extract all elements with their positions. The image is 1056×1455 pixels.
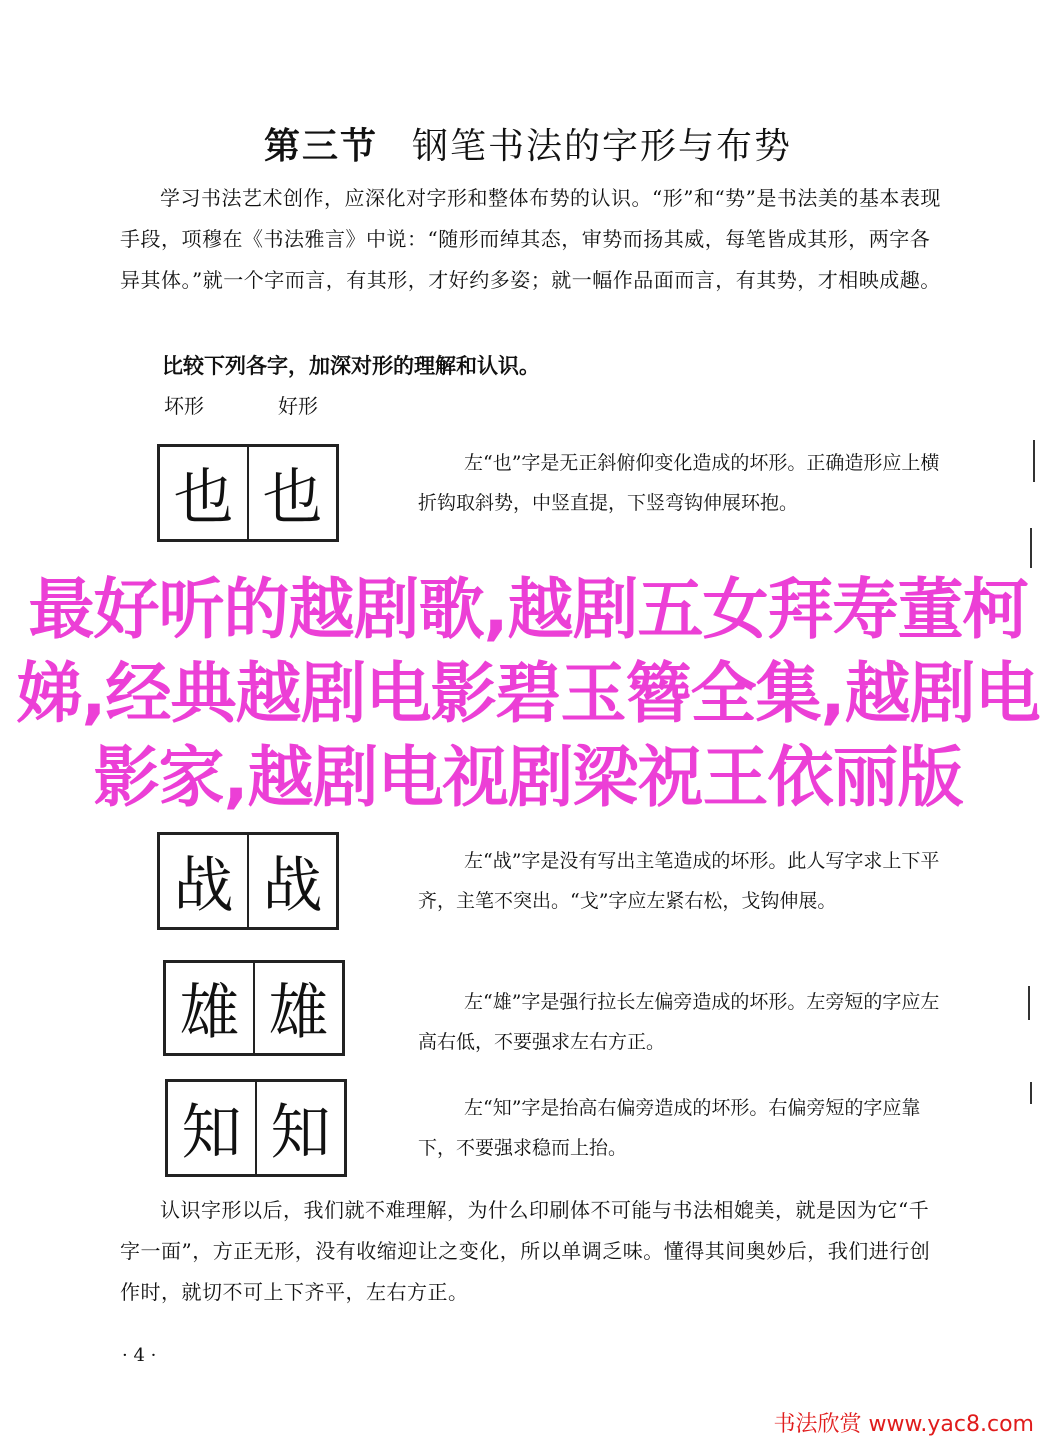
good-char-3: 雄 [253,963,342,1053]
margin-mark [1028,986,1030,1020]
example-box-2 [157,832,339,930]
good-form-label: 好形 [278,394,318,418]
example-text-3: 左“雄”字是强行拉长左偏旁造成的坏形。左旁短的字应左高右低，不要强求左右方正。 [418,991,940,1053]
bad-char-4: 知 [181,1098,242,1168]
example-desc-3 [418,982,943,1062]
section-number: 第三节 [263,126,378,167]
section-heading: 钢笔书法的字形与布势 [412,126,793,167]
bad-form-label: 坏形 [164,394,204,418]
good-char-2: 战 [247,835,336,927]
bad-char-3: 雄 [179,978,240,1048]
bad-char-2: 战 [173,851,234,921]
promo-overlay-text: 最好听的越剧歌,越剧五女拜寿董柯娣,经典越剧电影碧玉簪全集,越剧电影家,越剧电视剧梁祝王依丽版 [16,571,1040,816]
section-title [0,118,1056,169]
margin-mark [1030,1082,1032,1104]
margin-mark [1033,440,1035,482]
margin-mark [1030,528,1032,568]
example-box-4 [165,1079,347,1177]
intro-paragraph: 学习书法艺术创作，应深化对字形和整体布势的认识。“形”和“势”是书法美的基本表现手段，项穆在《书法雅言》中说：“随形而绰其态，审势而扬其威，每笔皆成其形，两字各异其体。”就一个字而言，有其形，才好约多姿；就一幅作品面而言，有其势，才相映成趣。 [120,186,941,292]
good-char-4: 知 [255,1082,344,1174]
example-box-3 [163,960,345,1056]
good-char-1: 也 [247,447,336,539]
example-text-2: 左“战”字是没有写出主笔造成的坏形。此人写字求上下平齐，主笔不突出。“戈”字应左紧右松，戈钩伸展。 [418,850,940,912]
example-desc-2 [418,841,943,921]
example-box-1 [157,444,339,542]
example-desc-1 [418,443,943,523]
closing-paragraph: 认识字形以后，我们就不难理解，为什么印刷体不可能与书法相媲美，就是因为它“千字一面”，方正无形，没有收缩迎让之变化，所以单调乏味。懂得其间奥妙后，我们进行创作时，就切不可上下齐平，左右方正。 [120,1198,931,1304]
site-watermark[interactable]: 书法欣赏 www.yac8.com [773,1412,1034,1437]
example-text-4: 左“知”字是抬高右偏旁造成的坏形。右偏旁短的字应靠下，不要强求稳而上抬。 [418,1097,921,1159]
page-number: · 4 · [122,1345,157,1366]
compare-instruction: 比较下列各字，加深对形的理解和认识。 [162,354,540,378]
example-desc-4 [418,1088,943,1168]
example-text-1: 左“也”字是无正斜俯仰变化造成的坏形。正确造形应上横折钩取斜势，中竖直提，下竖弯钩伸展环抱。 [418,452,940,514]
bad-char-1: 也 [173,463,234,533]
